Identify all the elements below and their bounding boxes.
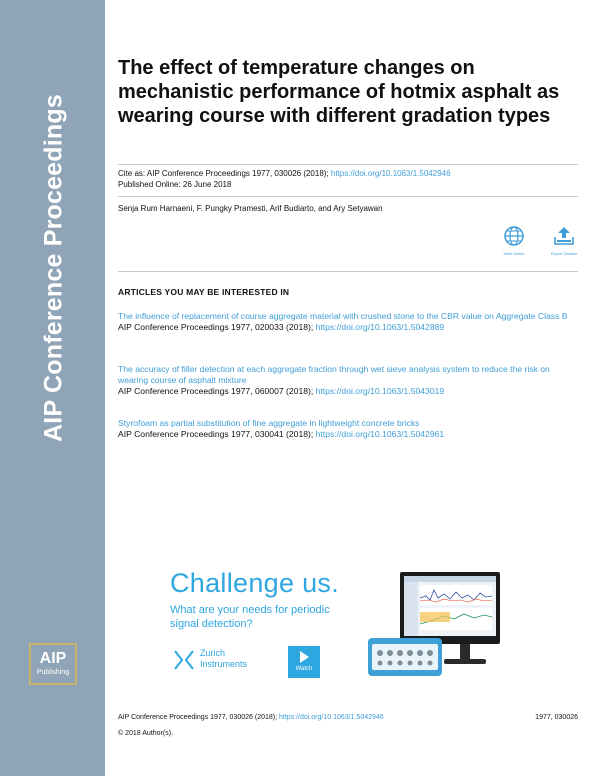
sidebar <box>0 0 105 776</box>
related-article[interactable] <box>118 418 578 440</box>
divider <box>118 196 578 197</box>
monitor-image <box>400 572 500 644</box>
journal-title: AIP Conference Proceedings <box>39 94 68 442</box>
footer-doi-link[interactable]: https://doi.org/10.1063/1.5042946 <box>278 714 384 721</box>
citation-block <box>118 168 578 190</box>
footer-page-number: 1977, 030026 <box>535 714 578 721</box>
logo-top-text: AIP <box>39 650 67 667</box>
globe-icon <box>503 225 525 247</box>
related-article-title[interactable]: Styrofoam as partial substitution of fine aggregate in lightweight concrete bricks <box>118 418 420 428</box>
watch-label: Watch <box>295 666 313 672</box>
ad-subline-2: signal detection? <box>170 618 253 630</box>
footer-cite-prefix: AIP Conference Proceedings 1977, 030026 (2018); <box>118 714 279 721</box>
view-online-label: View Online <box>503 251 525 256</box>
ad-subline-1: What are your needs for periodic <box>170 604 330 616</box>
copyright: © 2018 Author(s). <box>118 730 173 737</box>
monitor-screen <box>404 576 496 636</box>
related-article-title[interactable]: The influence of replacement of course aggregate material with crushed stone to the CBR value on Aggregate Class B <box>118 311 568 321</box>
paper-title: The effect of temperature changes on mechanistic performance of hotmix asphalt as wearing course with different gradation types <box>118 57 560 127</box>
export-citation-button[interactable] <box>544 225 584 257</box>
logo-bottom-text: Publishing <box>36 669 70 676</box>
related-article-journal: AIP Conference Proceedings 1977, 020033 (2018); <box>118 322 316 332</box>
divider <box>118 164 578 165</box>
authors: Senja Rum Harnaeni, F. Pungky Pramesti, Arif Budiarto, and Ary Setyawan <box>118 204 383 213</box>
export-citation-label: Export Citation <box>550 251 578 256</box>
related-article-doi[interactable]: https://doi.org/10.1063/1.5043019 <box>315 386 445 396</box>
monitor-stand <box>460 644 470 660</box>
device-ports-graphic <box>372 644 438 670</box>
signal-plot-graphic <box>404 576 496 636</box>
related-article-journal: AIP Conference Proceedings 1977, 060007 (2018); <box>118 386 316 396</box>
cite-prefix: Cite as: AIP Conference Proceedings 1977, 030026 (2018); <box>118 169 331 178</box>
divider <box>118 271 578 272</box>
zurich-x-icon <box>172 648 196 672</box>
monitor-base <box>444 659 486 664</box>
export-icon <box>552 225 576 247</box>
related-article[interactable] <box>118 311 578 333</box>
ad-headline[interactable]: Challenge us. <box>170 568 340 598</box>
aip-publishing-logo[interactable] <box>29 643 77 685</box>
footer-citation <box>118 713 578 722</box>
lock-in-amplifier-image <box>368 638 442 676</box>
related-article-journal: AIP Conference Proceedings 1977, 030041 (2018); <box>118 429 316 439</box>
published-date: Published Online: 26 June 2018 <box>118 180 232 189</box>
device-panel <box>372 644 438 670</box>
related-article-doi[interactable]: https://doi.org/10.1063/1.5042961 <box>315 429 445 439</box>
interested-heading: ARTICLES YOU MAY BE INTERESTED IN <box>118 287 290 297</box>
related-article[interactable] <box>118 364 578 397</box>
watch-button[interactable] <box>288 646 320 678</box>
zurich-instruments-logo[interactable] <box>172 646 292 682</box>
brand-name-1: Zurich <box>200 648 226 658</box>
view-online-button[interactable] <box>494 225 534 257</box>
brand-name-2: Instruments <box>200 659 248 669</box>
related-article-doi[interactable]: https://doi.org/10.1063/1.5042889 <box>315 322 445 332</box>
play-icon <box>297 650 311 664</box>
doi-link[interactable]: https://doi.org/10.1063/1.5042946 <box>330 169 451 178</box>
related-article-title[interactable]: The accuracy of filler detection at each aggregate fraction through wet sieve analysis system to reduce the risk on wearing course of asphalt mixture <box>118 364 550 385</box>
ad-subline <box>170 603 330 631</box>
